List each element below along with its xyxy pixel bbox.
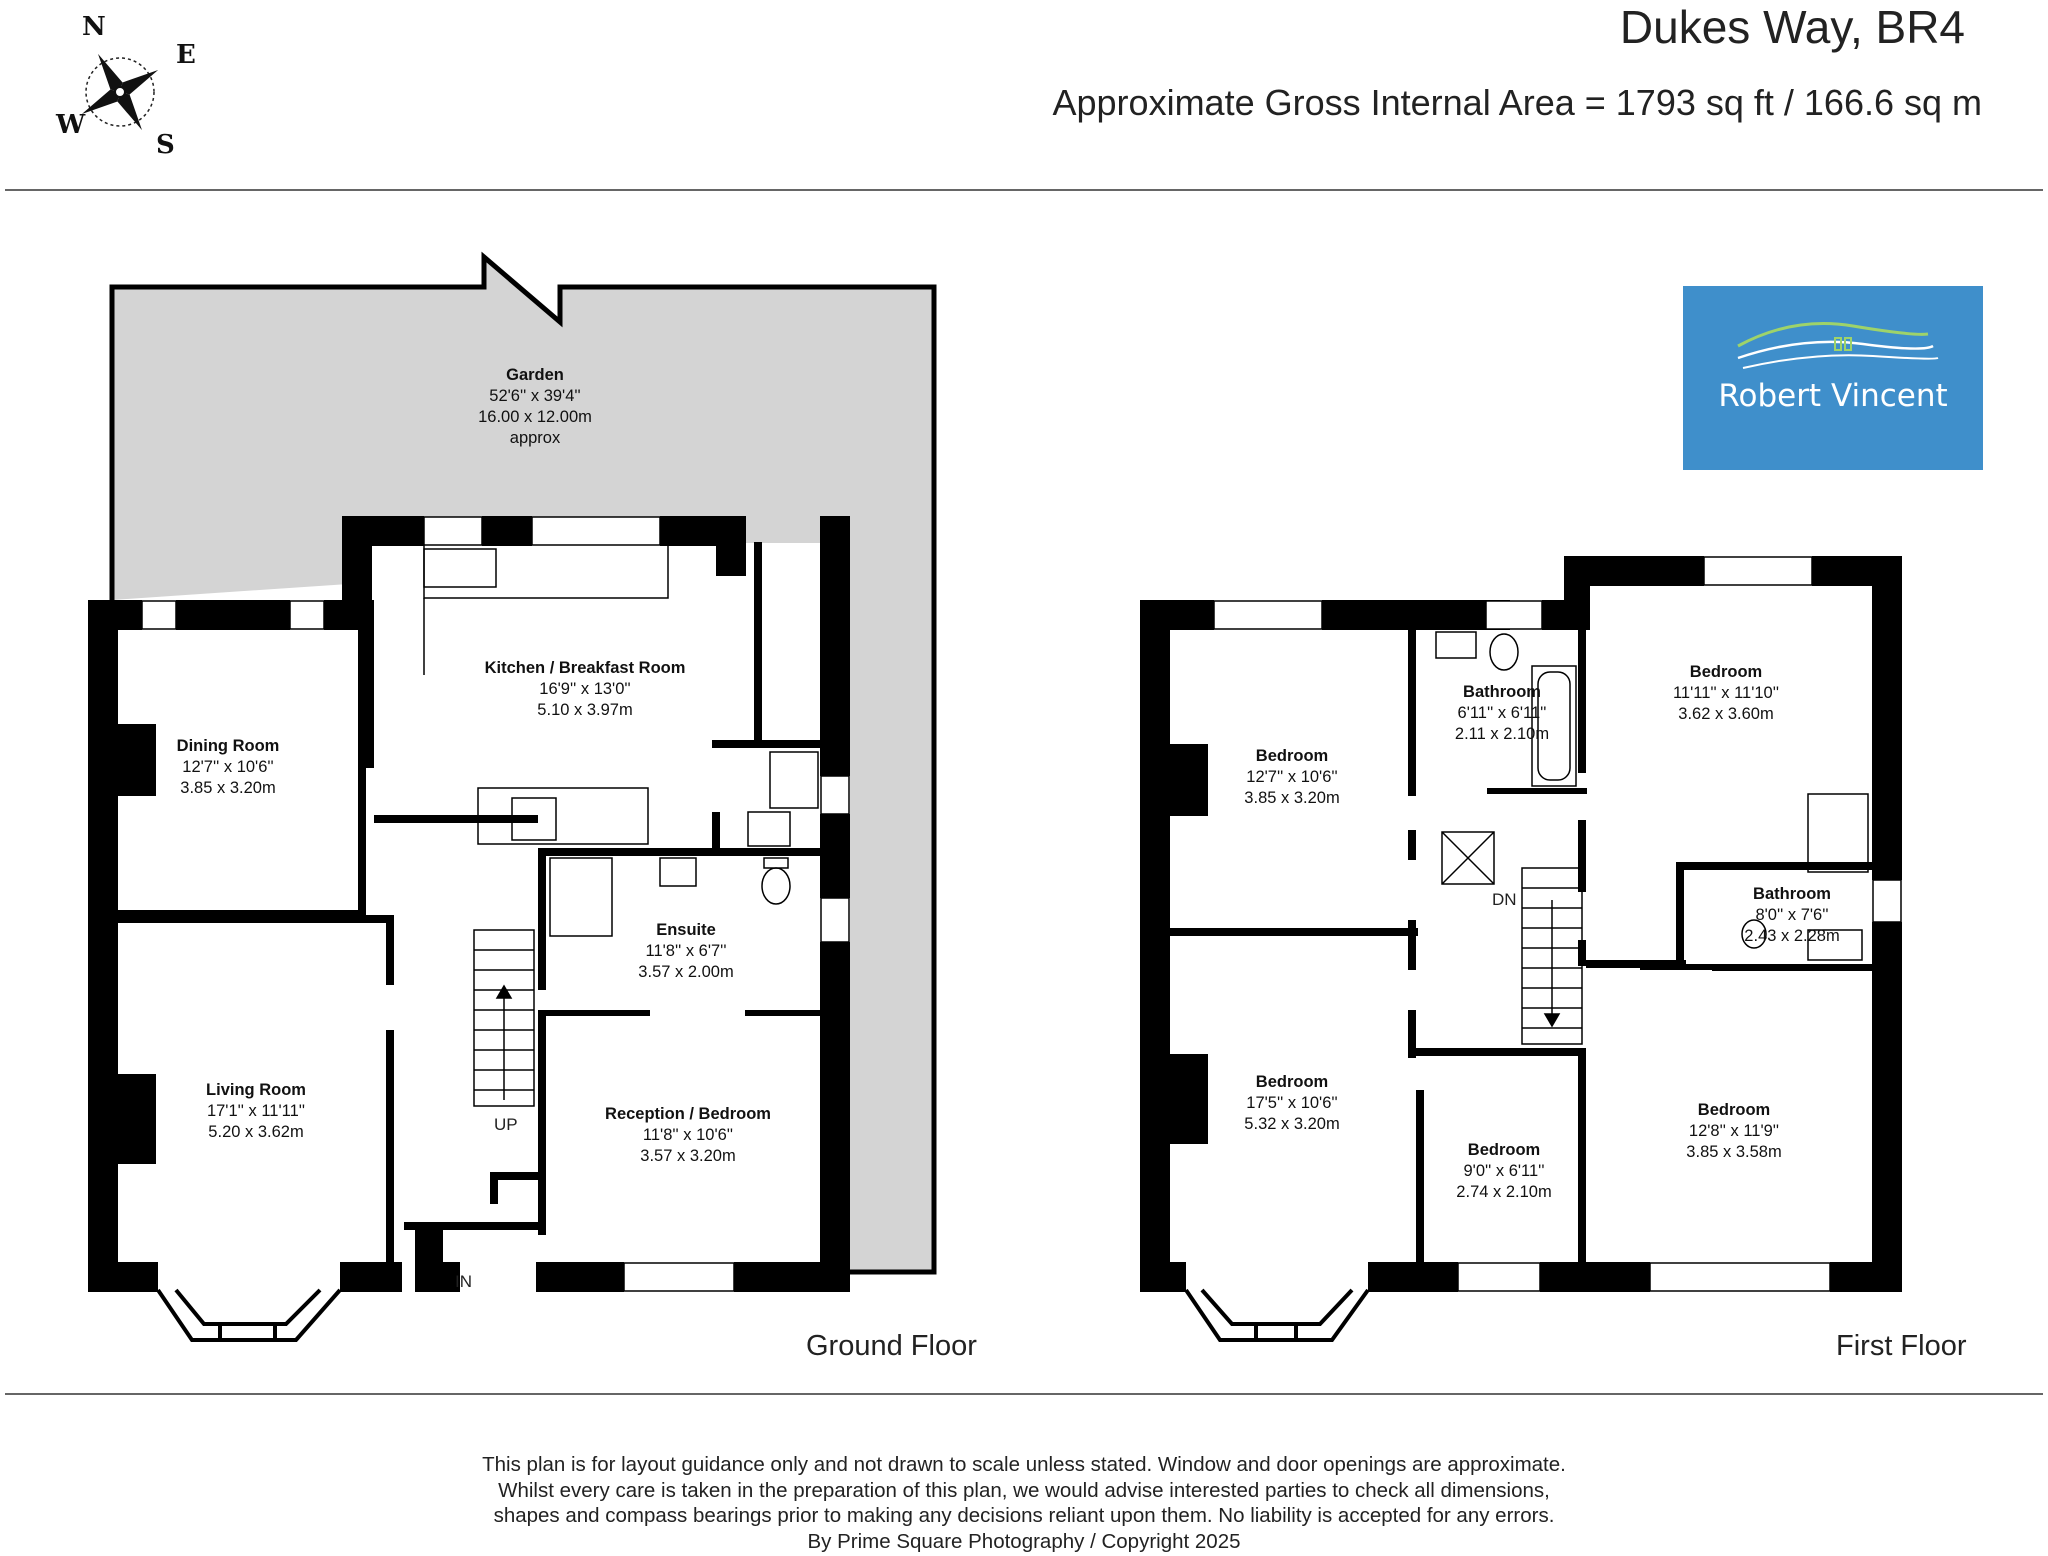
logo-text: Robert Vincent: [1718, 378, 1948, 414]
disclaimer: [0, 1452, 2048, 1554]
room-label-bathroom-1: Bathroom 6'11'' x 6'11'' 2.11 x 2.10m: [1454, 683, 1550, 743]
company-logo: [1683, 286, 1983, 470]
disclaimer-line: shapes and compass bearings prior to making any decisions reliant upon them. No liability is accepted for any errors.: [493, 1504, 1555, 1527]
room-label-bedroom-2: Bedroom 11'11'' x 11'10'' 3.62 x 3.60m: [1672, 663, 1780, 723]
room-label-dining: Dining Room 12'7'' x 10'6'' 3.85 x 3.20m: [176, 737, 280, 797]
dining-fireplace: [118, 724, 156, 796]
entrance-label: IN: [455, 1272, 472, 1291]
stairs-up-label: UP: [494, 1115, 518, 1134]
gross-area: Approximate Gross Internal Area = 1793 sq ft / 166.6 sq m: [1052, 82, 1982, 123]
compass-west: W: [56, 110, 86, 140]
disclaimer-line: Whilst every care is taken in the preparation of this plan, we would advise interested parties to check all dimensions,: [498, 1478, 1550, 1502]
room-label-bedroom-5: Bedroom 12'8'' x 11'9'' 3.85 x 3.58m: [1686, 1101, 1782, 1161]
room-label-ensuite: Ensuite 11'8'' x 6'7'' 3.57 x 2.00m: [638, 921, 734, 981]
stairs-down-label: DN: [1492, 890, 1517, 909]
room-label-bedroom-4: Bedroom 9'0'' x 6'11'' 2.74 x 2.10m: [1456, 1141, 1552, 1201]
room-label-living: Living Room 17'1'' x 11'11'' 5.20 x 3.62m: [206, 1081, 306, 1141]
compass-rose-icon: [78, 50, 161, 133]
first-fireplace-1: [1170, 744, 1208, 816]
copyright-line: By Prime Square Photography / Copyright 2025: [807, 1529, 1241, 1553]
living-fireplace: [118, 1074, 156, 1164]
room-label-bathroom-2: Bathroom 8'0'' x 7'6'' 2.43 x 2.28m: [1744, 885, 1840, 945]
bay-window: [158, 1290, 340, 1340]
ground-floor-label: Ground Floor: [806, 1330, 977, 1362]
property-title: Dukes Way, BR4: [1619, 1, 1965, 53]
first-stairs: [1442, 832, 1582, 1044]
room-label-reception: Reception / Bedroom 11'8'' x 10'6'' 3.57 x 3.20m: [605, 1105, 771, 1165]
compass-north: N: [82, 12, 106, 42]
first-bay-window: [1186, 1290, 1368, 1340]
room-label-bedroom-1: Bedroom 12'7'' x 10'6'' 3.85 x 3.20m: [1244, 747, 1340, 807]
room-label-garden: Garden 52'6'' x 39'4'' 16.00 x 12.00m approx: [478, 366, 592, 447]
compass-south: S: [156, 130, 175, 160]
first-floor-label: First Floor: [1836, 1330, 1967, 1362]
room-label-kitchen: Kitchen / Breakfast Room 16'9'' x 13'0'' 5.10 x 3.97m: [484, 659, 686, 719]
logo-wave-icon: [1683, 286, 1983, 378]
compass-east: E: [176, 40, 196, 70]
room-label-bedroom-3: Bedroom 17'5'' x 10'6'' 5.32 x 3.20m: [1244, 1073, 1340, 1133]
first-fireplace-2: [1170, 1054, 1208, 1144]
disclaimer-line: This plan is for layout guidance only and not drawn to scale unless stated. Window and door openings are approximate.: [482, 1453, 1566, 1476]
